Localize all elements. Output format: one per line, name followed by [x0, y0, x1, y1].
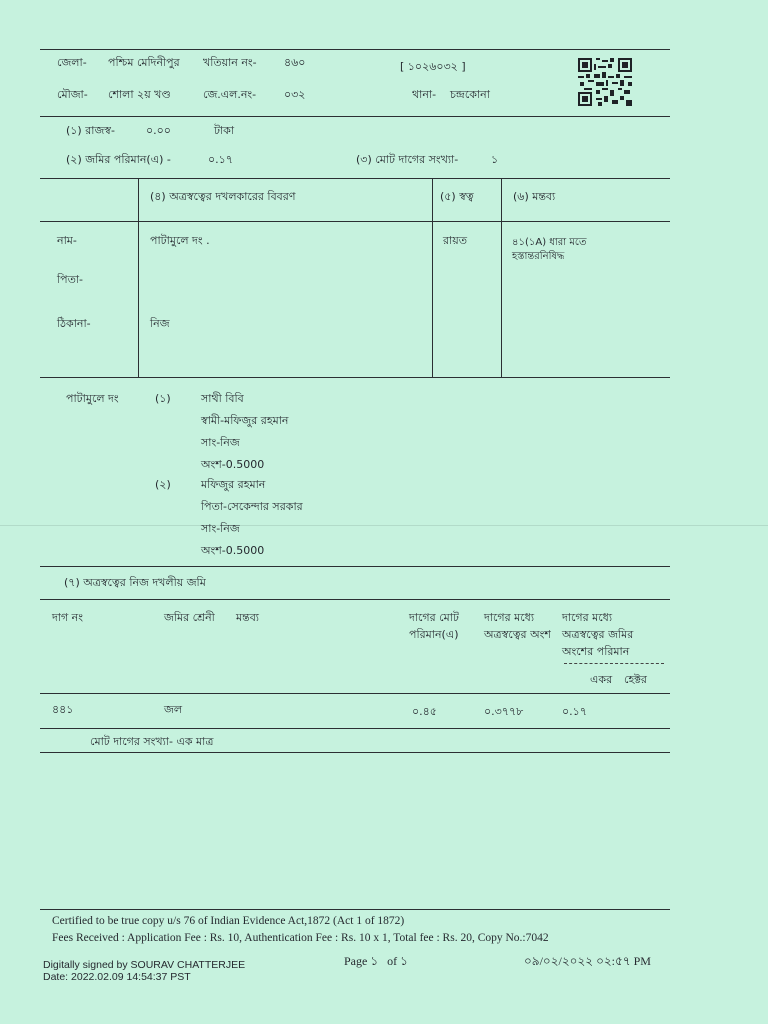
qr-code-icon: [578, 58, 632, 106]
land-row-rule: [40, 728, 670, 729]
col6-header: (৬) মন্তব্য: [513, 190, 556, 203]
owner-index: (১): [155, 392, 171, 405]
occupant-table-bottom: [40, 377, 670, 378]
footer-rule: [40, 909, 670, 910]
owners-group-label: পাটামুলে দং: [66, 392, 119, 405]
col4-header: (৪) অত্রস্বত্বের দখলকারের বিবরণ: [150, 190, 296, 203]
owner-index: (২): [155, 478, 171, 491]
occupant-table-header-rule: [40, 221, 670, 222]
occupant-col-divider-1: [138, 178, 139, 377]
row-land-class: জল: [164, 703, 183, 716]
plots-value: ১: [491, 153, 499, 166]
area-label: (২) জমির পরিমান(এ) -: [66, 153, 171, 166]
owner-name: মফিজুর রহমান: [201, 478, 266, 491]
father-label: পিতা-: [57, 273, 84, 286]
row-share-land: ০.১৭: [562, 705, 587, 718]
signed-date: Date: 2022.02.09 14:54:37 PST: [43, 971, 191, 983]
remark-line-1: ৪১(১A) ধারা মতে: [512, 237, 587, 248]
thana-label: থানা-: [412, 88, 437, 101]
certified-text: Certified to be true copy u/s 76 of Indian Evidence Act,1872 (Act 1 of 1872): [52, 915, 405, 927]
header-plot-no: দাগ নং: [52, 611, 83, 624]
district-value: পশ্চিম মেদিনীপুর: [108, 56, 180, 69]
jl-label: জে.এল.নং-: [203, 88, 257, 101]
header-share-land-3: অংশের পরিমান: [562, 645, 630, 658]
owner-share: অংশ-0.5000: [201, 544, 265, 557]
right-value: রায়ত: [443, 234, 467, 247]
land-section-bottom: [40, 752, 670, 753]
page-of: of: [387, 954, 398, 968]
revenue-label: (১) রাজস্ব-: [66, 124, 115, 137]
land-section-top: [40, 566, 670, 567]
mouza-value: শোলা ২য় খণ্ড: [108, 88, 171, 101]
owner-name: সাথী বিবি: [201, 392, 244, 405]
header-total-area-2: পরিমান(এ): [409, 628, 459, 641]
paper-fold: [0, 525, 768, 526]
header-top-rule: [40, 49, 670, 50]
area-value: ০.১৭: [208, 153, 233, 166]
owner-relation: স্বামী-মফিজুর রহমান: [201, 414, 289, 427]
page-label: Page: [344, 954, 368, 968]
land-section-title: (৭) অত্রস্বত্বের নিজ দখলীয় জমি: [64, 576, 206, 589]
owner-share: অংশ-0.5000: [201, 458, 265, 471]
header-share-land-1: দাগের মধ্যে: [562, 611, 613, 624]
page-total: ১: [400, 954, 408, 968]
address-label: ঠিকানা-: [57, 317, 91, 330]
header-bottom-rule: [40, 116, 670, 117]
printed-at: ০৯/০২/২০২২ ০২:৫৭ PM: [524, 954, 651, 968]
name-value: পাটামুলে দং .: [150, 234, 210, 247]
jl-value: ০৩২: [284, 88, 306, 101]
page-current: ১: [370, 954, 379, 968]
remark-line-2: হস্তান্তরনিষিদ্ধ: [512, 251, 565, 262]
khatian-label: খতিয়ান নং-: [203, 56, 257, 69]
page-indicator: [344, 953, 408, 973]
land-header-bottom: [40, 693, 670, 694]
khatian-value: ৪৬০: [284, 56, 306, 69]
header-share-1: দাগের মধ্যে: [484, 611, 535, 624]
header-hectare: হেক্টর: [624, 673, 647, 686]
total-plots-note: মোট দাগের সংখ্যা- এক মাত্র: [90, 735, 214, 748]
signed-by: Digitally signed by SOURAV CHATTERJEE: [43, 959, 246, 971]
owner-relation: পিতা-সেকেন্দার সরকার: [201, 500, 303, 513]
col5-header: (৫) স্বত্ব: [440, 190, 474, 203]
district-label: জেলা-: [57, 56, 87, 69]
header-total-area-1: দাগের মোট: [409, 611, 459, 624]
occupant-table-top: [40, 178, 670, 179]
row-plot-no: ৪৪১: [52, 703, 74, 716]
header-share-2: অত্রস্বত্বের অংশ: [484, 628, 551, 641]
row-total-area: ০.৪৫: [412, 705, 437, 718]
occupant-col-divider-2: [432, 178, 433, 377]
thana-value: চন্দ্রকোনা: [450, 88, 490, 101]
header-remark: মন্তব্য: [236, 611, 260, 624]
land-header-top: [40, 599, 670, 600]
row-share: ০.৩৭৭৮: [484, 705, 524, 718]
owner-residence: সাং-নিজ: [201, 522, 240, 535]
header-share-land-2: অত্রস্বত্বের জমির: [562, 628, 634, 641]
fees-text: Fees Received : Application Fee : Rs. 10, Authentication Fee : Rs. 10 x 1, Total fee : Rs. 20, Copy No.:7042: [52, 932, 549, 944]
header-land-class: জমির শ্রেনী: [164, 611, 215, 624]
unit-divider: [564, 663, 664, 664]
owner-residence: সাং-নিজ: [201, 436, 240, 449]
occupant-col-divider-3: [501, 178, 502, 377]
address-value: নিজ: [150, 317, 170, 330]
revenue-value: ০.০০: [146, 124, 171, 137]
mouza-label: মৌজা-: [57, 88, 88, 101]
plots-label: (৩) মোট দাগের সংখ্যা-: [356, 153, 459, 166]
reference-number: [ ১০২৬০৩২ ]: [400, 60, 466, 73]
header-acre: একর: [590, 673, 613, 686]
revenue-unit: টাকা: [214, 124, 235, 137]
name-label: নাম-: [57, 234, 77, 247]
